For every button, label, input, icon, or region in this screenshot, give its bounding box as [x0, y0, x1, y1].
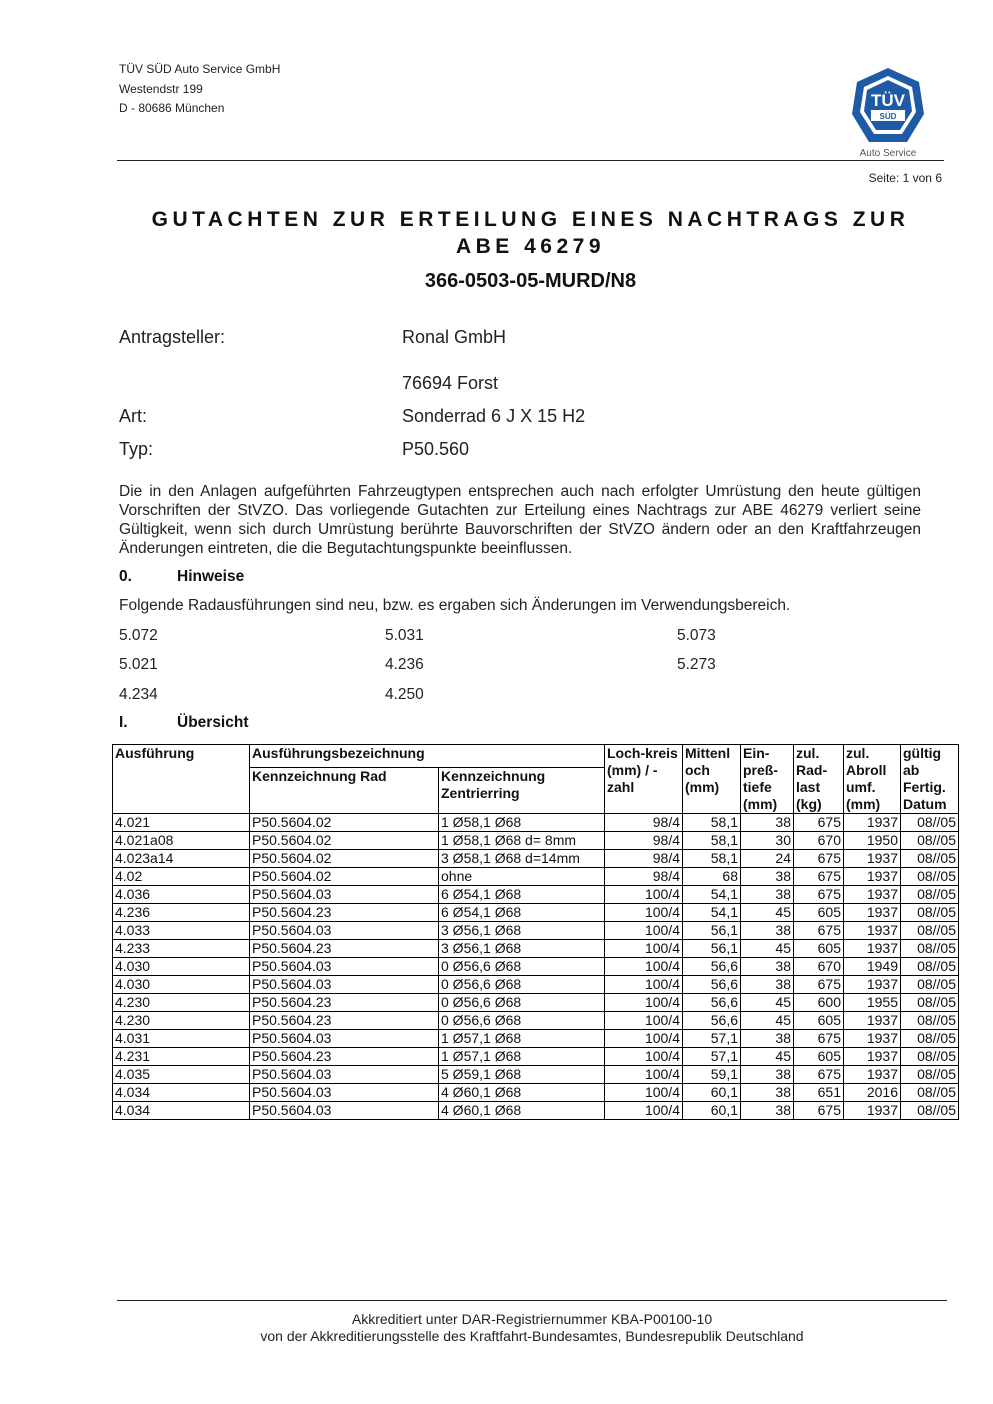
cell-mittenloch: 54,1	[683, 886, 741, 904]
cell-gueltig-ab: 08//05	[901, 976, 959, 994]
cell-mittenloch: 57,1	[683, 1030, 741, 1048]
code-item: 4.250	[385, 686, 424, 703]
cell-ausfuehrung: 4.236	[113, 904, 250, 922]
company-address	[119, 60, 280, 119]
cell-abrollumfang: 1937	[844, 1048, 901, 1066]
table-row	[113, 1084, 959, 1102]
cell-ausfuehrung: 4.023a14	[113, 850, 250, 868]
cell-gueltig-ab: 08//05	[901, 1102, 959, 1120]
overview-table	[112, 744, 959, 1120]
cell-radlast: 675	[794, 886, 844, 904]
applicant-name: Ronal GmbH	[402, 327, 507, 347]
cell-kennzeichnung-rad: P50.5604.03	[250, 976, 439, 994]
section-0-title: Hinweise	[177, 568, 245, 585]
cell-abrollumfang: 1937	[844, 868, 901, 886]
cell-kennzeichnung-rad: P50.5604.23	[250, 904, 439, 922]
code-item: 4.234	[119, 686, 158, 703]
cell-zentrierring: 3 Ø58,1 Ø68 d=14mm	[439, 850, 605, 868]
cell-mittenloch: 56,1	[683, 940, 741, 958]
cell-radlast: 605	[794, 904, 844, 922]
cell-radlast: 675	[794, 1030, 844, 1048]
header-bezeichnung: Ausführungsbezeichnung	[250, 745, 605, 768]
cell-kennzeichnung-rad: P50.5604.03	[250, 1030, 439, 1048]
code-item: 5.031	[385, 627, 424, 644]
cell-ausfuehrung: 4.033	[113, 922, 250, 940]
cell-abrollumfang: 1937	[844, 940, 901, 958]
code-item: 5.021	[119, 656, 158, 673]
cell-zentrierring: 1 Ø58,1 Ø68	[439, 814, 605, 832]
cell-kennzeichnung-rad: P50.5604.02	[250, 832, 439, 850]
code-item: 4.236	[385, 656, 424, 673]
cell-radlast: 675	[794, 1066, 844, 1084]
title-line-1: GUTACHTEN ZUR ERTEILUNG EINES NACHTRAGS ZUR	[151, 208, 910, 231]
cell-mittenloch: 56,1	[683, 922, 741, 940]
cell-mittenloch: 56,6	[683, 994, 741, 1012]
table-row	[113, 814, 959, 832]
table-row	[113, 940, 959, 958]
cell-zentrierring: 1 Ø58,1 Ø68 d= 8mm	[439, 832, 605, 850]
art-label: Art:	[119, 406, 148, 426]
cell-zentrierring: 4 Ø60,1 Ø68	[439, 1102, 605, 1120]
cell-ausfuehrung: 4.036	[113, 886, 250, 904]
cell-ausfuehrung: 4.031	[113, 1030, 250, 1048]
cell-lochkreis: 100/4	[605, 886, 683, 904]
overview-table-body	[113, 814, 959, 1120]
cell-gueltig-ab: 08//05	[901, 832, 959, 850]
code-item: 5.273	[677, 656, 716, 673]
cell-abrollumfang: 1949	[844, 958, 901, 976]
table-row	[113, 904, 959, 922]
cell-abrollumfang: 1937	[844, 1066, 901, 1084]
typ-label: Typ:	[119, 439, 154, 459]
cell-gueltig-ab: 08//05	[901, 904, 959, 922]
cell-gueltig-ab: 08//05	[901, 1030, 959, 1048]
cell-gueltig-ab: 08//05	[901, 922, 959, 940]
cell-lochkreis: 100/4	[605, 940, 683, 958]
cell-kennzeichnung-rad: P50.5604.23	[250, 940, 439, 958]
hinweis-text: Folgende Radausführungen sind neu, bzw. es ergaben sich Änderungen im Verwendungsbereich.	[119, 597, 791, 614]
cell-gueltig-ab: 08//05	[901, 1048, 959, 1066]
footer-line-2: von der Akkreditierungsstelle des Kraftfahrt-Bundesamtes, Bundesrepublik Deutschland	[260, 1328, 804, 1344]
cell-radlast: 675	[794, 922, 844, 940]
cell-zentrierring: ohne	[439, 868, 605, 886]
cell-einpresstiefe: 45	[741, 904, 794, 922]
logo-caption: Auto Service	[859, 148, 917, 159]
cell-lochkreis: 98/4	[605, 868, 683, 886]
table-row	[113, 832, 959, 850]
cell-lochkreis: 100/4	[605, 976, 683, 994]
cell-lochkreis: 98/4	[605, 814, 683, 832]
cell-kennzeichnung-rad: P50.5604.23	[250, 1048, 439, 1066]
applicant-label: Antragsteller:	[119, 327, 226, 347]
cell-kennzeichnung-rad: P50.5604.02	[250, 814, 439, 832]
cell-gueltig-ab: 08//05	[901, 1084, 959, 1102]
cell-gueltig-ab: 08//05	[901, 886, 959, 904]
cell-kennzeichnung-rad: P50.5604.03	[250, 1102, 439, 1120]
applicant-city: 76694 Forst	[402, 373, 499, 393]
cell-mittenloch: 56,6	[683, 976, 741, 994]
cell-mittenloch: 57,1	[683, 1048, 741, 1066]
code-item: 5.073	[677, 627, 716, 644]
cell-lochkreis: 100/4	[605, 958, 683, 976]
cell-radlast: 651	[794, 1084, 844, 1102]
cell-gueltig-ab: 08//05	[901, 1012, 959, 1030]
table-row	[113, 1030, 959, 1048]
cell-lochkreis: 100/4	[605, 922, 683, 940]
cell-zentrierring: 6 Ø54,1 Ø68	[439, 886, 605, 904]
cell-kennzeichnung-rad: P50.5604.23	[250, 1012, 439, 1030]
table-row	[113, 922, 959, 940]
cell-zentrierring: 0 Ø56,6 Ø68	[439, 994, 605, 1012]
cell-lochkreis: 100/4	[605, 904, 683, 922]
cell-einpresstiefe: 45	[741, 994, 794, 1012]
cell-einpresstiefe: 30	[741, 832, 794, 850]
cell-mittenloch: 54,1	[683, 904, 741, 922]
cell-lochkreis: 100/4	[605, 1030, 683, 1048]
section-0-number: 0.	[119, 568, 132, 585]
cell-mittenloch: 59,1	[683, 1066, 741, 1084]
table-row	[113, 1066, 959, 1084]
cell-gueltig-ab: 08//05	[901, 940, 959, 958]
cell-zentrierring: 0 Ø56,6 Ø68	[439, 958, 605, 976]
footer-line-1: Akkreditiert unter DAR-Registriernummer KBA-P00100-10	[351, 1311, 713, 1327]
cell-mittenloch: 68	[683, 868, 741, 886]
cell-lochkreis: 100/4	[605, 1066, 683, 1084]
cell-radlast: 605	[794, 1048, 844, 1066]
cell-gueltig-ab: 08//05	[901, 850, 959, 868]
cell-ausfuehrung: 4.035	[113, 1066, 250, 1084]
cell-radlast: 675	[794, 868, 844, 886]
cell-zentrierring: 0 Ø56,6 Ø68	[439, 976, 605, 994]
intro-paragraph: Die in den Anlagen aufgeführten Fahrzeugtypen entsprechen auch nach erfolgter Umrüstung den heute gültigen Vorschriften der StVZO. Das vorliegende Gutachten zur Erteilung eines Nachtrags zur ABE 46279 verliert seine Gültigkeit, wenn sich durch Umrüstung berührte Bauvorschriften der StVZO ändern oder an den Kraftfahrzeugen Änderungen eintreten, die die Begutachtungspunkte beeinflussen.	[119, 483, 921, 557]
cell-abrollumfang: 1937	[844, 850, 901, 868]
section-1-title: Übersicht	[177, 714, 249, 731]
cell-lochkreis: 98/4	[605, 832, 683, 850]
header-divider	[117, 160, 944, 161]
cell-gueltig-ab: 08//05	[901, 1066, 959, 1084]
cell-einpresstiefe: 38	[741, 814, 794, 832]
cell-einpresstiefe: 38	[741, 976, 794, 994]
header-gueltig-ab: gültig ab Fertig. Datum	[901, 745, 959, 814]
cell-zentrierring: 6 Ø54,1 Ø68	[439, 904, 605, 922]
cell-zentrierring: 5 Ø59,1 Ø68	[439, 1066, 605, 1084]
header-ausfuehrung: Ausführung	[113, 745, 250, 814]
cell-radlast: 675	[794, 850, 844, 868]
document-title	[117, 206, 944, 260]
cell-zentrierring: 1 Ø57,1 Ø68	[439, 1048, 605, 1066]
footer-divider	[117, 1300, 947, 1301]
header-kennzeichnung-rad: Kennzeichnung Rad	[250, 768, 439, 814]
cell-gueltig-ab: 08//05	[901, 958, 959, 976]
cell-ausfuehrung: 4.030	[113, 958, 250, 976]
title-line-2: ABE 46279	[455, 235, 606, 258]
cell-abrollumfang: 1937	[844, 814, 901, 832]
cell-abrollumfang: 1937	[844, 1012, 901, 1030]
cell-einpresstiefe: 45	[741, 1048, 794, 1066]
tuv-sud-logo	[849, 66, 927, 162]
cell-gueltig-ab: 08//05	[901, 868, 959, 886]
cell-einpresstiefe: 38	[741, 1066, 794, 1084]
cell-abrollumfang: 1937	[844, 904, 901, 922]
table-row	[113, 868, 959, 886]
cell-zentrierring: 3 Ø56,1 Ø68	[439, 922, 605, 940]
cell-gueltig-ab: 08//05	[901, 814, 959, 832]
header-kennzeichnung-zentrierring: Kennzeichnung Zentrierring	[439, 768, 605, 814]
cell-ausfuehrung: 4.034	[113, 1102, 250, 1120]
cell-gueltig-ab: 08//05	[901, 994, 959, 1012]
cell-abrollumfang: 1937	[844, 922, 901, 940]
cell-zentrierring: 0 Ø56,6 Ø68	[439, 1012, 605, 1030]
cell-kennzeichnung-rad: P50.5604.03	[250, 922, 439, 940]
cell-einpresstiefe: 38	[741, 1030, 794, 1048]
cell-ausfuehrung: 4.230	[113, 994, 250, 1012]
header-einpresstiefe: Ein-preß-tiefe (mm)	[741, 745, 794, 814]
cell-abrollumfang: 1950	[844, 832, 901, 850]
table-row	[113, 958, 959, 976]
cell-zentrierring: 3 Ø56,1 Ø68	[439, 940, 605, 958]
typ-value: P50.560	[402, 439, 470, 459]
cell-einpresstiefe: 38	[741, 868, 794, 886]
cell-zentrierring: 4 Ø60,1 Ø68	[439, 1084, 605, 1102]
cell-mittenloch: 60,1	[683, 1102, 741, 1120]
cell-ausfuehrung: 4.233	[113, 940, 250, 958]
cell-einpresstiefe: 45	[741, 940, 794, 958]
cell-mittenloch: 60,1	[683, 1084, 741, 1102]
section-1-number: I.	[119, 714, 128, 731]
address-line-company: TÜV SÜD Auto Service GmbH	[119, 62, 281, 76]
header-radlast: zul. Rad-last (kg)	[794, 745, 844, 814]
cell-abrollumfang: 1937	[844, 976, 901, 994]
cell-kennzeichnung-rad: P50.5604.03	[250, 958, 439, 976]
cell-einpresstiefe: 38	[741, 1102, 794, 1120]
cell-kennzeichnung-rad: P50.5604.23	[250, 994, 439, 1012]
cell-ausfuehrung: 4.02	[113, 868, 250, 886]
document-number: 366-0503-05-MURD/N8	[424, 270, 637, 292]
address-line-street: Westendstr 199	[119, 81, 203, 96]
header-abrollumfang: zul. Abroll umf. (mm)	[844, 745, 901, 814]
cell-radlast: 675	[794, 1102, 844, 1120]
cell-abrollumfang: 1955	[844, 994, 901, 1012]
cell-einpresstiefe: 38	[741, 886, 794, 904]
logo-tuv-text: TÜV	[871, 91, 905, 110]
cell-ausfuehrung: 4.231	[113, 1048, 250, 1066]
cell-mittenloch: 58,1	[683, 832, 741, 850]
cell-mittenloch: 56,6	[683, 1012, 741, 1030]
cell-radlast: 670	[794, 958, 844, 976]
cell-zentrierring: 1 Ø57,1 Ø68	[439, 1030, 605, 1048]
header-mittenloch: Mittenl och (mm)	[683, 745, 741, 814]
page-number: Seite: 1 von 6	[868, 171, 942, 185]
table-row	[113, 1048, 959, 1066]
cell-mittenloch: 58,1	[683, 814, 741, 832]
cell-lochkreis: 100/4	[605, 1084, 683, 1102]
cell-einpresstiefe: 24	[741, 850, 794, 868]
cell-lochkreis: 100/4	[605, 1102, 683, 1120]
header-lochkreis: Loch-kreis (mm) / -zahl	[605, 745, 683, 814]
art-value: Sonderrad 6 J X 15 H2	[402, 406, 586, 426]
cell-ausfuehrung: 4.034	[113, 1084, 250, 1102]
cell-kennzeichnung-rad: P50.5604.02	[250, 868, 439, 886]
cell-lochkreis: 98/4	[605, 850, 683, 868]
code-item: 5.072	[119, 627, 158, 644]
logo-sud-text: SÜD	[879, 112, 897, 121]
cell-lochkreis: 100/4	[605, 1048, 683, 1066]
cell-radlast: 675	[794, 976, 844, 994]
cell-radlast: 600	[794, 994, 844, 1012]
cell-abrollumfang: 1937	[844, 886, 901, 904]
cell-radlast: 675	[794, 814, 844, 832]
table-row	[113, 886, 959, 904]
cell-abrollumfang: 1937	[844, 1030, 901, 1048]
cell-ausfuehrung: 4.230	[113, 1012, 250, 1030]
table-row	[113, 994, 959, 1012]
table-row	[113, 850, 959, 868]
cell-einpresstiefe: 38	[741, 958, 794, 976]
cell-kennzeichnung-rad: P50.5604.02	[250, 850, 439, 868]
table-row	[113, 1102, 959, 1120]
cell-einpresstiefe: 38	[741, 1084, 794, 1102]
cell-mittenloch: 58,1	[683, 850, 741, 868]
cell-abrollumfang: 2016	[844, 1084, 901, 1102]
cell-lochkreis: 100/4	[605, 994, 683, 1012]
cell-lochkreis: 100/4	[605, 1012, 683, 1030]
cell-ausfuehrung: 4.021	[113, 814, 250, 832]
cell-ausfuehrung: 4.030	[113, 976, 250, 994]
cell-abrollumfang: 1937	[844, 1102, 901, 1120]
cell-ausfuehrung: 4.021a08	[113, 832, 250, 850]
cell-mittenloch: 56,6	[683, 958, 741, 976]
cell-kennzeichnung-rad: P50.5604.03	[250, 886, 439, 904]
cell-radlast: 670	[794, 832, 844, 850]
cell-radlast: 605	[794, 940, 844, 958]
table-row	[113, 976, 959, 994]
cell-radlast: 605	[794, 1012, 844, 1030]
address-line-city: D - 80686 München	[119, 101, 225, 115]
cell-kennzeichnung-rad: P50.5604.03	[250, 1066, 439, 1084]
table-row	[113, 1012, 959, 1030]
cell-kennzeichnung-rad: P50.5604.03	[250, 1084, 439, 1102]
cell-einpresstiefe: 38	[741, 922, 794, 940]
cell-einpresstiefe: 45	[741, 1012, 794, 1030]
